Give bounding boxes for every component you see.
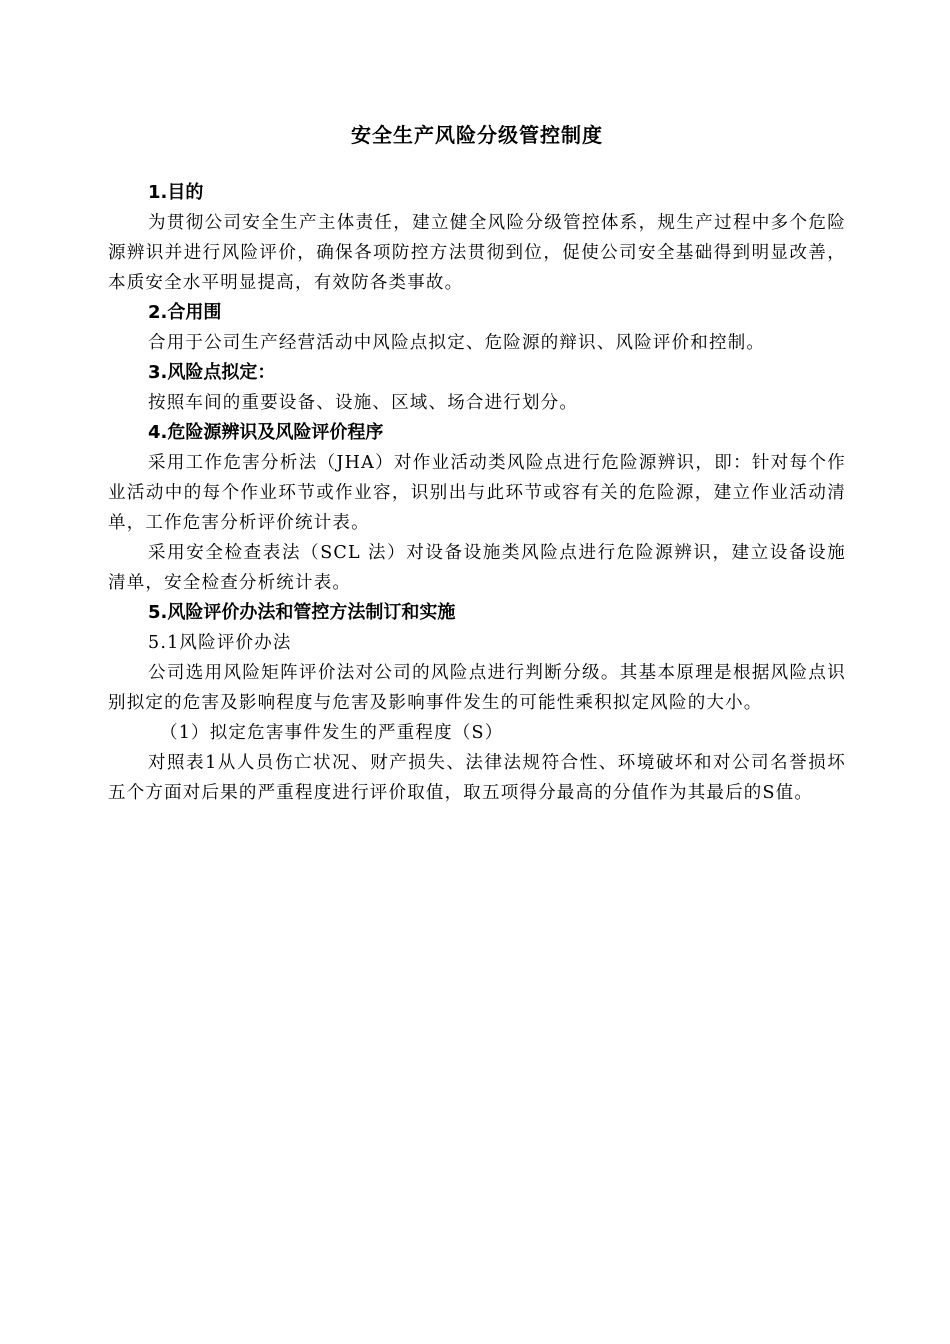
section-purpose	[108, 178, 846, 298]
section-paragraph: 采用工作危害分析法（JHA）对作业活动类风险点进行危险源辨识，即：针对每个作业活动中的每个作业环节或作业容，识别出与此环节或容有关的危险源，建立作业活动清单，工作危害分析评价统计表。	[108, 453, 846, 533]
section-risk-evaluation	[108, 598, 846, 808]
section-hazard-identification	[108, 418, 846, 598]
section-paragraph: 合用于公司生产经营活动中风险点拟定、危险源的辩识、风险评价和控制。	[148, 333, 766, 353]
section-paragraph: 为贯彻公司安全生产主体责任，建立健全风险分级管控体系，规生产过程中多个危险源辨识并进行风险评价，确保各项防控方法贯彻到位，促使公司安全基础得到明显改善，本质安全水平明显提高，有效防各类事故。	[108, 213, 846, 293]
section-paragraph: 对照表1从人员伤亡状况、财产损失、法律法规符合性、环境破坏和对公司名誉损坏五个方面对后果的严重程度进行评价取值，取五项得分最高的分值作为其最后的S值。	[108, 753, 846, 803]
section-heading: 3.风险点拟定：	[148, 362, 276, 383]
section-heading: 4.危险源辨识及风险评价程序	[148, 422, 384, 443]
section-heading: 2.合用围	[148, 302, 222, 323]
section-scope	[108, 298, 846, 358]
document-title: 安全生产风险分级管控制度	[351, 123, 603, 147]
list-item-heading: （1）拟定危害事件发生的严重程度（S）	[160, 723, 504, 743]
section-heading: 1.目的	[148, 182, 204, 203]
section-subheading: 5.1风险评价办法	[148, 633, 292, 653]
section-paragraph: 按照车间的重要设备、设施、区域、场合进行划分。	[148, 393, 579, 413]
document-page	[108, 118, 846, 808]
section-paragraph: 采用安全检查表法（SCL 法）对设备设施类风险点进行危险源辨识，建立设备设施清单，安全检查分析统计表。	[108, 543, 846, 593]
section-risk-points	[108, 358, 846, 418]
section-heading: 5.风险评价办法和管控方法制订和实施	[148, 602, 456, 623]
section-paragraph: 公司选用风险矩阵评价法对公司的风险点进行判断分级。其基本原理是根据风险点识别拟定的危害及影响程度与危害及影响事件发生的可能性乘积拟定风险的大小。	[108, 663, 846, 713]
